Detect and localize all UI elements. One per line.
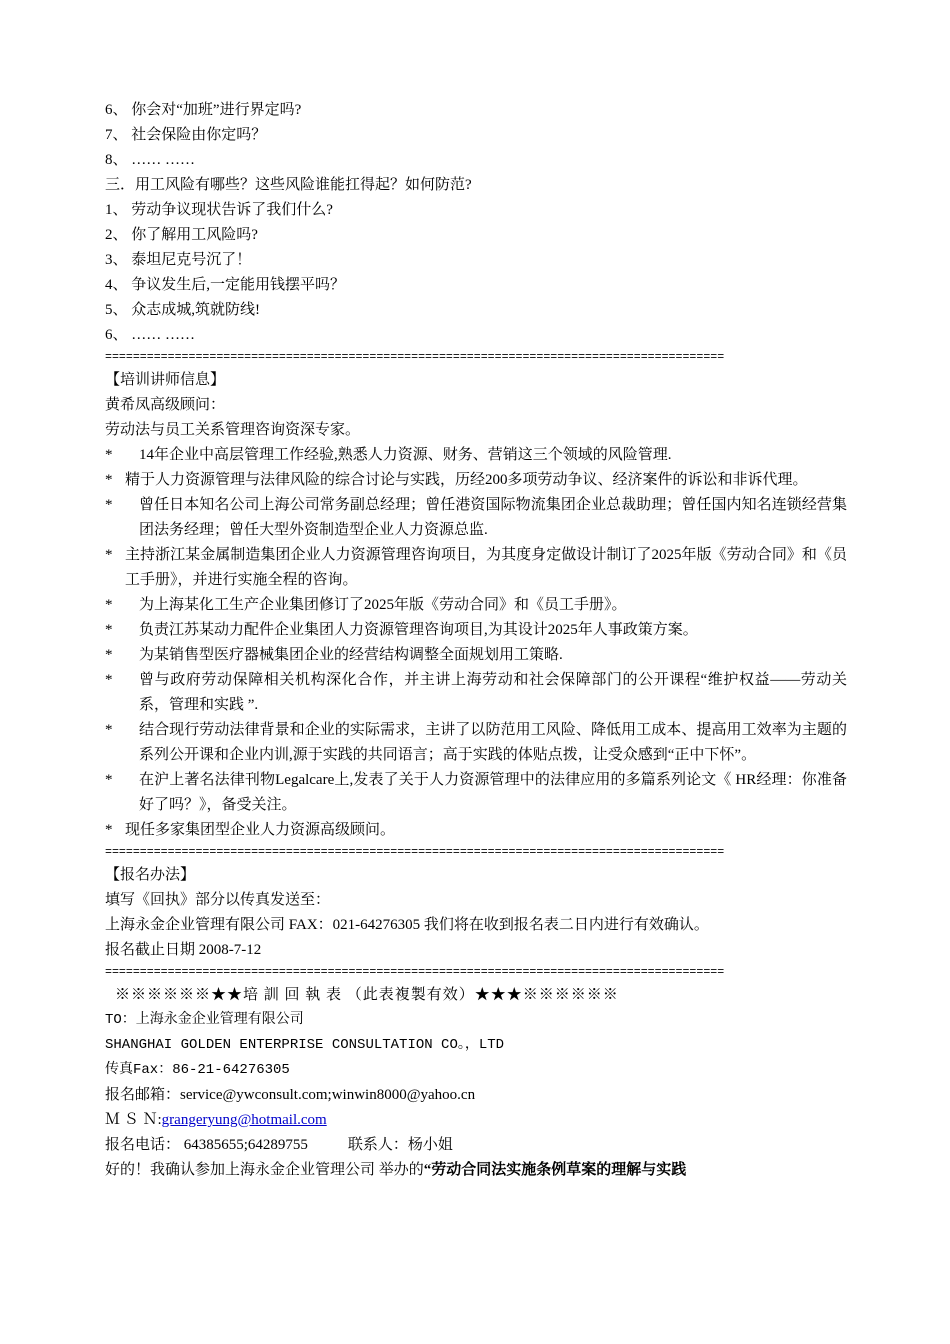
trainer-section [105,368,847,843]
question-list-a [105,98,847,173]
credential-text: 为上海某化工生产企业集团修订了2025年版《劳动合同》和《员工手册》。 [139,597,627,613]
receipt-company-en: SHANGHAI GOLDEN ENTERPRISE CONSULTATION CO。，LTD [105,1037,505,1053]
credential-text: 为某销售型医疗器械集团企业的经营结构调整全面规划用工策略. [139,647,563,663]
section-heading: 【报名办法】 [105,867,196,883]
list-item: 4、 争议发生后,一定能用钱摆平吗？ [105,277,346,293]
separator-line: ========================================================================================= [105,846,725,859]
question-list-b [105,198,847,348]
receipt-form [105,983,847,1183]
credential-item [105,818,847,843]
trainer-intro: 劳动法与员工关系管理咨询资深专家。 [105,422,361,438]
list-item: 7、 社会保险由你定吗？ [105,127,267,143]
credential-text: 主持浙江某金属制造集团企业人力资源管理咨询项目，为其度身定做设计制订了2025年版《劳动合同》和《员工手册》，并进行实施全程的咨询。 [125,547,847,588]
credential-item [105,618,847,643]
receipt-msn [105,1108,847,1133]
signup-fax: 上海永金企业管理有限公司 FAX：021-64276305 我们将在收到报名表二日内进行有效确认。 [105,917,709,933]
bullet-mark: * [105,772,113,788]
receipt-phone [105,1133,847,1158]
receipt-email: 报名邮箱：service@ywconsult.com;winwin8000@yahoo.cn [105,1087,476,1103]
bullet-mark: * [105,597,113,613]
bullet-mark: * [105,722,113,738]
credential-text: 曾与政府劳动保障相关机构深化合作，并主讲上海劳动和社会保障部门的公开课程“维护权益——劳动关系，管理和实践 ”. [139,672,847,713]
list-item: 6、 …… …… [105,327,196,343]
section-heading: 【培训讲师信息】 [105,372,226,388]
separator-line: ========================================================================================= [105,966,725,979]
bullet-mark: * [105,447,113,463]
credential-item [105,468,847,493]
bullet-mark: * [105,472,113,488]
bullet-mark: * [105,822,113,838]
receipt-fax: 传真Fax：86-21-64276305 [105,1062,290,1078]
contact-text: 联系人：杨小姐 [347,1137,453,1153]
separator-line: ========================================================================================= [105,351,725,364]
receipt-title: ※※※※※※★★培 訓 回 執 表 （此表複製有效）★★★※※※※※※ [115,987,619,1003]
list-item: 2、 你了解用工风险吗? [105,227,258,243]
section-title: 三．用工风险有哪些？这些风险谁能扛得起？如何防范? [105,177,472,193]
credential-text: 结合现行劳动法律背景和企业的实际需求，主讲了以防范用工风险、降低用工成本、提高用工效率为主题的系列公开课和企业内训,源于实践的共同语言；高于实践的体贴点拨，让受众感到“正中下怀”。 [139,722,847,763]
list-item: 6、 你会对“加班”进行界定吗? [105,102,302,118]
signup-deadline: 报名截止日期 2008-7-12 [105,942,262,958]
msn-label: Ｍ Ｓ Ｎ: [105,1112,162,1128]
credential-text: 负责江苏某动力配件企业集团人力资源管理咨询项目,为其设计2025年人事政策方案。 [139,622,698,638]
credential-item [105,593,847,618]
credential-item [105,643,847,668]
msn-link[interactable]: grangeryung@hotmail.com [161,1112,327,1128]
receipt-confirm [105,1158,847,1183]
credential-item [105,718,847,768]
list-item: 5、 众志成城,筑就防线! [105,302,261,318]
trainer-name: 黄希凤高级顾问： [105,397,226,413]
credential-text: 曾任日本知名公司上海公司常务副总经理；曾任港资国际物流集团企业总裁助理；曾任国内知名连锁经营集团法务经理；曾任大型外资制造型企业人力资源总监. [139,497,847,538]
credential-item [105,443,847,468]
credential-text: 现任多家集团型企业人力资源高级顾问。 [125,822,396,838]
credential-item [105,493,847,543]
credential-text: 在沪上著名法律刊物Legalcare上,发表了关于人力资源管理中的法律应用的多篇系列论文《 HR经理：你准备好了吗？》，备受关注。 [139,772,847,813]
credential-item [105,768,847,818]
signup-instruction: 填写《回执》部分以传真发送至： [105,892,331,908]
credential-text: 14年企业中高层管理工作经验,熟悉人力资源、财务、营销这三个领域的风险管理. [139,447,672,463]
credential-item [105,543,847,593]
trainer-credentials [105,443,847,843]
confirm-prefix: 好的！我确认参加上海永金企业管理公司 举办的 [105,1162,424,1178]
document-page [105,98,847,1183]
credential-item [105,668,847,718]
phone-text: 报名电话： 64385655;64289755 [105,1137,308,1153]
bullet-mark: * [105,647,113,663]
bullet-mark: * [105,672,113,688]
bullet-mark: * [105,622,113,638]
credential-text: 精于人力资源管理与法律风险的综合讨论与实践，历经200多项劳动争议、经济案件的诉讼和非诉代理。 [125,472,808,488]
receipt-to: TO：上海永金企业管理有限公司 [105,1012,304,1028]
list-item: 8、 …… …… [105,152,196,168]
bullet-mark: * [105,547,113,563]
signup-section [105,863,847,963]
bullet-mark: * [105,497,113,513]
list-item: 1、 劳动争议现状告诉了我们什么? [105,202,333,218]
course-title: “劳动合同法实施条例草案的理解与实践 [423,1162,687,1178]
list-item: 3、 泰坦尼克号沉了！ [105,252,252,268]
